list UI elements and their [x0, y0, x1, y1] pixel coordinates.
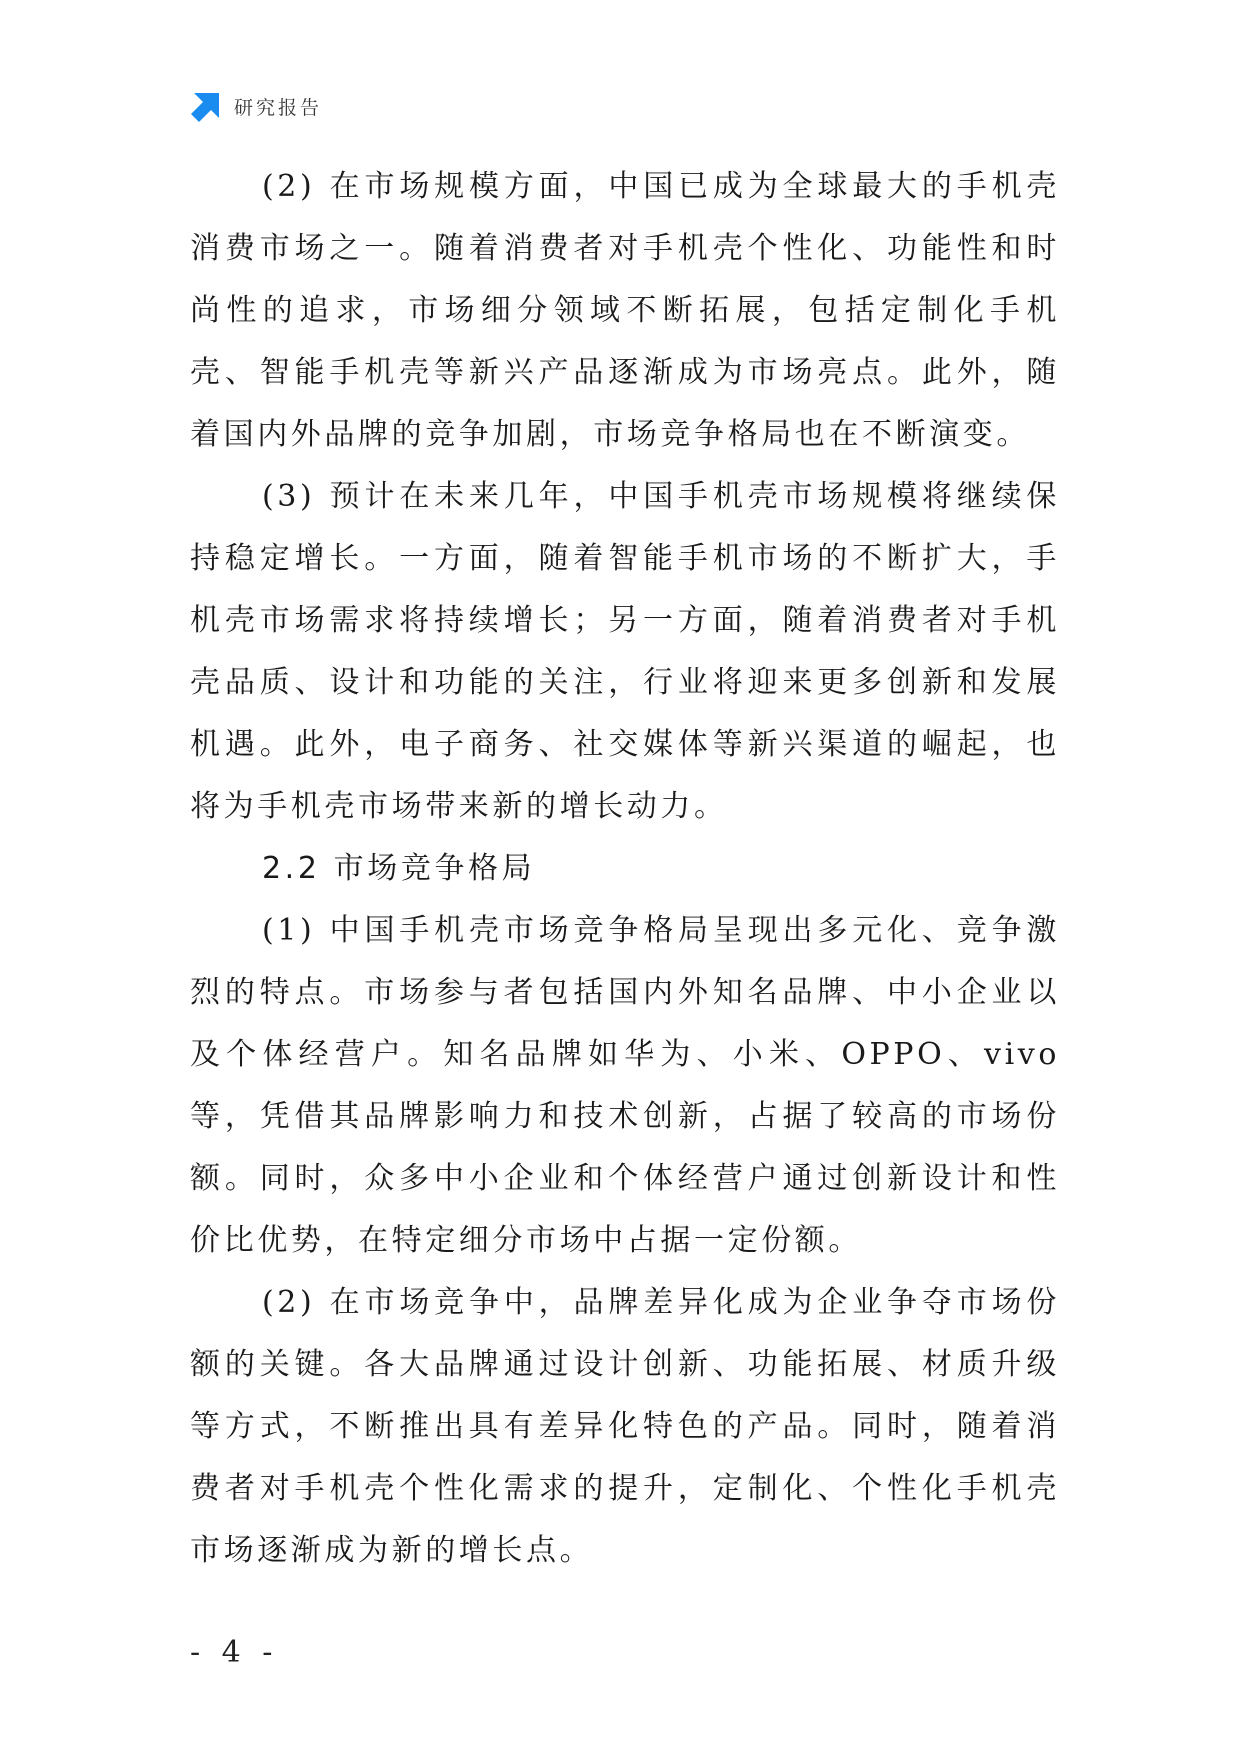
arrow-up-right-icon — [190, 90, 222, 122]
section-heading: 2.2 市场竞争格局 — [262, 851, 536, 886]
paragraph-brand-differentiation: (2) 在市场竞争中，品牌差异化成为企业争夺市场份额的关键。各大品牌通过设计创新、功能拓展、材质升级等方式，不断推出具有差异化特色的产品。同时，随着消费者对手机壳个性化需求的提升，定制化、个性化手机壳市场逐渐成为新的增长点。 — [190, 1285, 1060, 1568]
report-body — [190, 156, 1060, 1582]
report-header — [190, 88, 322, 124]
page-number: - 4 - — [190, 1635, 279, 1670]
header-title: 研究报告 — [234, 96, 323, 119]
logo-arrow-shape — [191, 93, 219, 122]
paragraph-competition-landscape: (1) 中国手机壳市场竞争格局呈现出多元化、竞争激烈的特点。市场参与者包括国内外知名品牌、中小企业以及个体经营户。知名品牌如华为、小米、OPPO、vivo 等，凭借其品牌影响力和技术创新，占据了较高的市场份额。同时，众多中小企业和个体经营户通过创新设计和性价比优势，在特定细分市场中占据一定份额。 — [190, 913, 1060, 1258]
paragraph-market-forecast: (3) 预计在未来几年，中国手机壳市场规模将继续保持稳定增长。一方面，随着智能手机市场的不断扩大，手机壳市场需求将持续增长；另一方面，随着消费者对手机壳品质、设计和功能的关注，行业将迎来更多创新和发展机遇。此外，电子商务、社交媒体等新兴渠道的崛起，也将为手机壳市场带来新的增长动力。 — [190, 479, 1060, 824]
paragraph-market-size: (2) 在市场规模方面，中国已成为全球最大的手机壳消费市场之一。随着消费者对手机壳个性化、功能性和时尚性的追求，市场细分领域不断拓展，包括定制化手机壳、智能手机壳等新兴产品逐渐成为市场亮点。此外，随着国内外品牌的竞争加剧，市场竞争格局也在不断演变。 — [190, 169, 1060, 452]
